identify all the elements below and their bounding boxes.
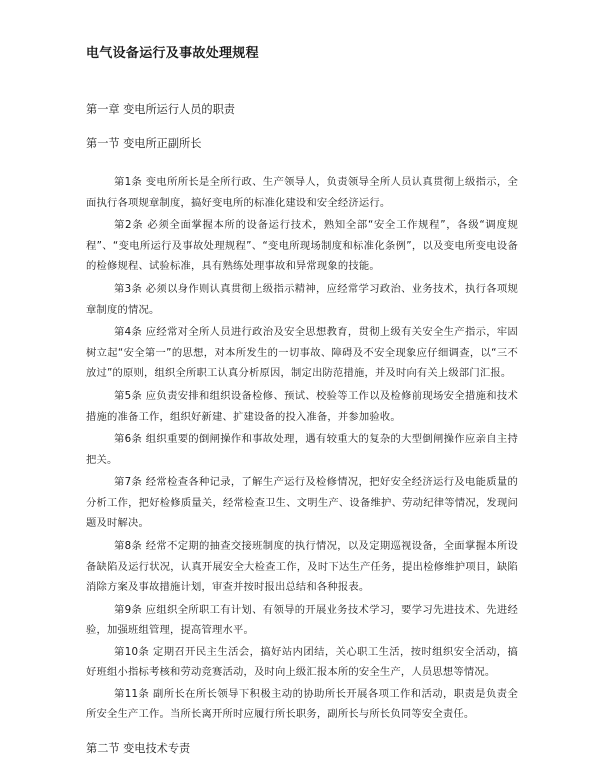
article-8: 第8条 经常不定期的抽查交接班制度的执行情况，以及定期巡视设备，全面掌握本所设备缺陷及运行状况，认真开展安全大检查工作，及时下达生产任务，提出检修维护项目，缺陷消除方案及事故措施计划，审查并按时报出总结和各种报表。 — [86, 540, 518, 594]
article-3: 第3条 必须以身作则认真贯彻上级指示精神，应经常学习政治、业务技术，执行各项规章制度的情况。 — [86, 283, 518, 316]
section-heading: 第一节 变电所正副所长 — [86, 137, 202, 150]
article-4: 第4条 应经常对全所人员进行政治及安全思想教育，贯彻上级有关安全生产指示，牢固树立起“安全第一”的思想，对本所发生的一切事故、障碍及不安全现象应仔细调查，以“三不放过”的原则，组织全所职工认真分析原因，制定出防范措施，并及时向有关上级部门汇报。 — [86, 326, 518, 380]
section-heading-2: 第二节 变电技术专责 — [86, 742, 191, 755]
article-1: 第1条 变电所所长是全所行政、生产领导人，负责领导全所人员认真贯彻上级指示，全面执行各项规章制度，搞好变电所的标准化建设和安全经济运行。 — [86, 176, 518, 209]
article-6: 第6条 组织重要的倒闸操作和事故处理，遇有较重大的复杂的大型倒闸操作应亲自主持把关。 — [86, 433, 518, 466]
article-5: 第5条 应负责安排和组织设备检修、预试、校验等工作以及检修前现场安全措施和技术措施的准备工作，组织好新建、扩建设备的投入准备，并参加验收。 — [86, 390, 518, 423]
article-7: 第7条 经常检查各种记录，了解生产运行及检修情况，把好安全经济运行及电能质量的分析工作，把好检修质量关，经常检查卫生、文明生产、设备维护、劳动纪律等情况，发现问题及时解决。 — [86, 476, 518, 530]
article-2: 第2条 必须全面掌握本所的设备运行技术，熟知全部“安全工作规程”，各级“调度规程”、“变电所运行及事故处理规程”、“变电所现场制度和标准化条例”，以及变电所变电设备的检修规程、试验标准，具有熟练处理事故和异常现象的技能。 — [86, 219, 518, 273]
document-title: 电气设备运行及事故处理规程 — [86, 46, 259, 61]
article-10: 第10条 定期召开民主生活会，搞好站内团结，关心职工生活，按时组织安全活动，搞好班组小指标考核和劳动竞赛活动，及时向上级汇报本所的安全生产，人员思想等情况。 — [86, 646, 518, 679]
article-9: 第9条 应组织全所职工有计划、有领导的开展业务技术学习，要学习先进技术、先进经验，加强班组管理，提高管理水平。 — [86, 604, 518, 637]
article-11: 第11条 副所长在所长领导下积极主动的协助所长开展各项工作和活动，职责是负责全所安全生产工作。当所长离开所时应履行所长职务，副所长与所长负同等安全责任。 — [86, 688, 518, 721]
chapter-heading: 第一章 变电所运行人员的职责 — [86, 103, 235, 116]
